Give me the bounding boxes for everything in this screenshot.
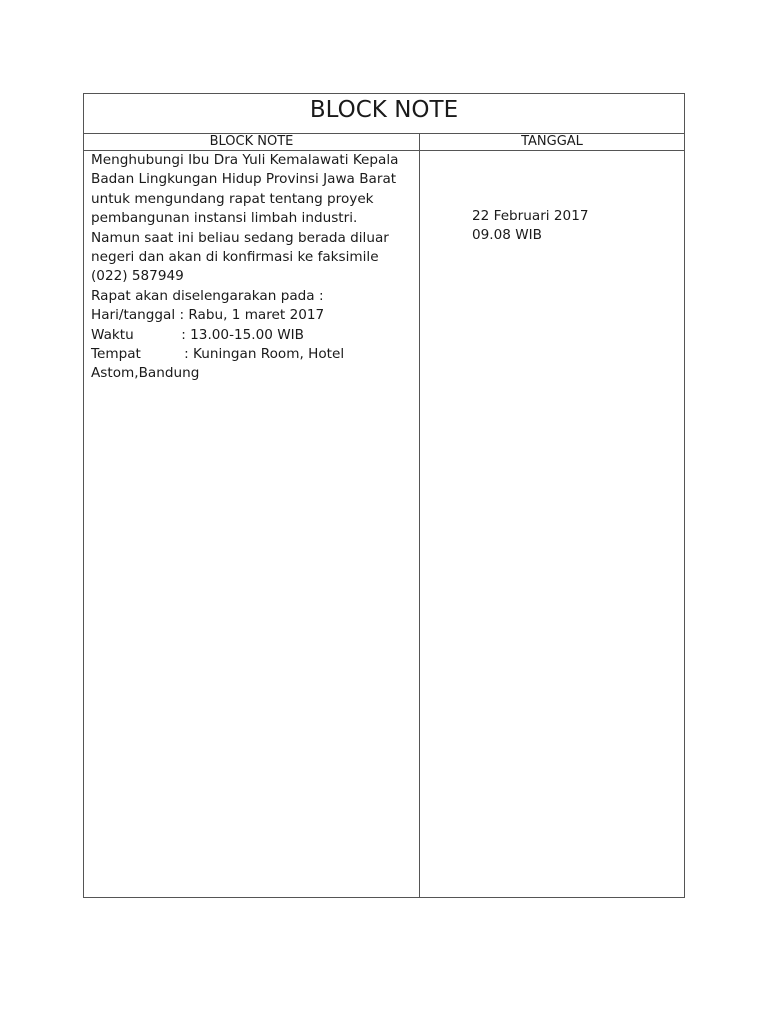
note-line: Hari/tanggal : Rabu, 1 maret 2017	[91, 307, 325, 324]
column-divider	[419, 134, 420, 897]
note-line: pembangunan instansi limbah industri.	[91, 210, 358, 227]
note-line: Waktu : 13.00-15.00 WIB	[91, 326, 304, 343]
date-value: 22 Februari 2017	[472, 208, 589, 224]
note-content	[91, 151, 413, 384]
header-tanggal: TANGGAL	[521, 134, 583, 149]
note-line: Badan Lingkungan Hidup Provinsi Jawa Barat	[91, 171, 397, 188]
note-line: Menghubungi Ibu Dra Yuli Kemalawati Kepala	[91, 152, 399, 168]
form-title: BLOCK NOTE	[84, 94, 684, 134]
note-line: negeri dan akan di konfirmasi ke faksimile	[91, 249, 379, 266]
note-line: (022) 587949	[91, 268, 184, 285]
time-value: 09.08 WIB	[472, 227, 543, 244]
block-note-form	[83, 93, 685, 898]
note-line: Namun saat ini beliau sedang berada diluar	[91, 229, 389, 246]
note-line: Tempat : Kuningan Room, Hotel	[91, 346, 345, 363]
note-line: Astom,Bandung	[91, 365, 200, 382]
note-line: untuk mengundang rapat tentang proyek	[91, 190, 374, 207]
column-header-row	[84, 134, 684, 151]
date-content	[472, 207, 589, 246]
note-line: Rapat akan diselengarakan pada :	[91, 287, 324, 304]
header-block-note: BLOCK NOTE	[209, 134, 294, 149]
